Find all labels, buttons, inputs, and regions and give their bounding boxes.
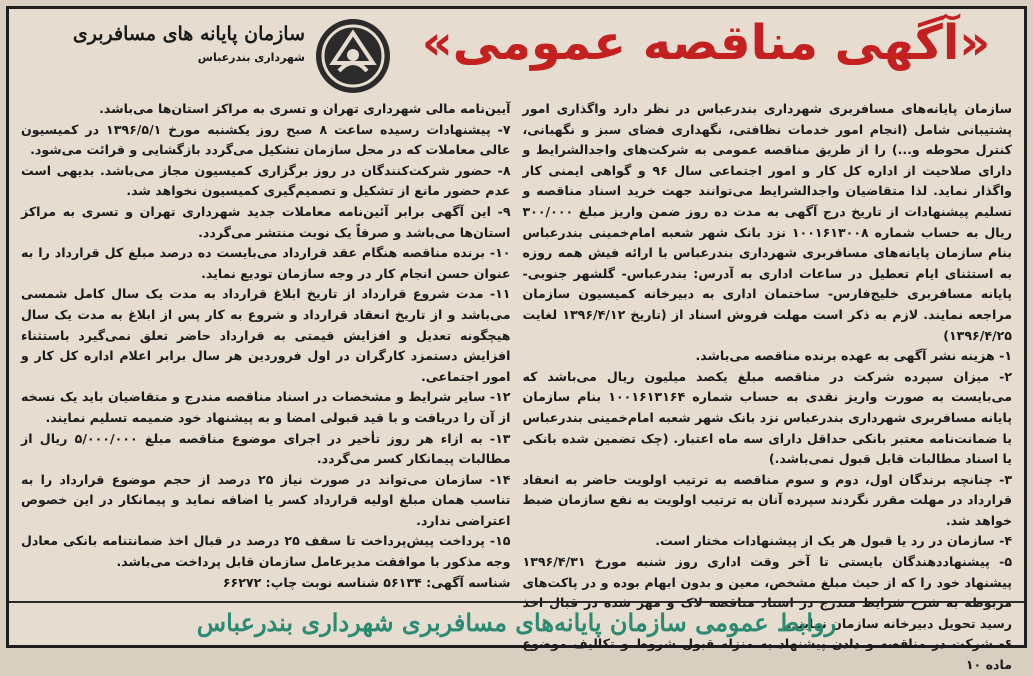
ad-identifiers: شناسه آگهی: ۵۶۱۳۴ شناسه نوبت چاپ: ۶۶۲۷۲ — [222, 574, 511, 590]
organization-subtitle: شهرداری بندرعباس — [197, 51, 305, 64]
right-column — [522, 99, 1013, 673]
paragraph: ۱۱- مدت شروع قرارداد از تاریخ ابلاغ قرارداد به مدت یک سال کامل شمسی می‌باشد و از تاریخ انعقاد قرارداد و شروع به کار پس از ابلاغ به مدت یک سال هیچگونه تعدیل و افزایش قیمتی به قرارداد حاضر تعلق نمی‌گیرد باستثناء افزایش دستمزد کارگران در اول فروردین هر سال برابر اعلام اداره کل کار و امور اجتماعی. — [21, 286, 511, 384]
left-column — [21, 99, 511, 607]
organization-block — [49, 23, 305, 64]
paragraph: ۳- چنانچه برندگان اول، دوم و سوم مناقصه به ترتیب اولویت حاضر به انعقاد قرارداد در مهلت مقرر نگردند سپرده آنان به ترتیب اولویت به نفع سازمان ضبط خواهد شد. — [522, 471, 1012, 528]
ad-footer: روابط عمومی سازمان پایانه‌های مسافربری شهرداری بندرعباس — [9, 601, 1024, 645]
paragraph: ۱۵- پرداخت پیش‌پرداخت تا سقف ۲۵ درصد در قبال اخذ ضمانتنامه بانکی معادل وجه مذکور با موافقت مدیرعامل سازمان قابل پرداخت می‌باشد. — [21, 533, 511, 570]
organization-logo-icon — [309, 15, 397, 97]
ad-header — [9, 9, 1024, 101]
paragraph: ۱۲- سایر شرایط و مشخصات در اسناد مناقصه مندرج و متقاضیان باید یک نسخه از آن را دریافت و با قید قبولی امضا و به پیشنهاد خود ضمیمه تسلیم نمایند. — [21, 389, 511, 425]
paragraph: ۹- این آگهی برابر آئین‌نامه معاملات جدید شهرداری تهران و تسری به مراکز استان‌ها می‌باشد و صرفاً یک نوبت منتشر می‌گردد. — [21, 203, 511, 240]
paragraph: ۱۳- به ازاء هر روز تأخیر در اجرای موضوع مناقصه مبلغ ۵/۰۰۰/۰۰۰ ریال از مطالبات پیمانکار کسر می‌گردد. — [21, 430, 511, 467]
newspaper-ad — [6, 6, 1027, 673]
paragraph: ۱- هزینه نشر آگهی به عهده برنده مناقصه می‌باشد. — [695, 348, 1012, 364]
paragraph: ۱۰- برنده مناقصه هنگام عقد قرارداد می‌بایست ده درصد مبلغ کل قرارداد را به عنوان حسن انجام کار در وجه سازمان تودیع نماید. — [21, 245, 511, 281]
paragraph: ۸- حضور شرکت‌کنندگان در روز برگزاری کمیسیون مجاز می‌باشد. بدیهی است عدم حضور مانع از تشکیل و تصمیم‌گیری کمیسیون نخواهد شد. — [21, 162, 511, 199]
paragraph: ۶- شرکت در مناقصه و دادن پیشنهاد به منزله قبول شروط و تکالیف موضوع ماده ۱۰ — [522, 636, 1012, 673]
paragraph: آیین‌نامه مالی شهرداری تهران و تسری به مراکز استان‌ها می‌باشد. — [99, 101, 511, 116]
paragraph: ۲- میزان سپرده شرکت در مناقصه مبلغ یکصد میلیون ریال می‌باشد که می‌بایست به صورت واریز نقدی به حساب شماره ۱۰۰۱۶۱۳۱۶۴ بنام سازمان پایانه مسافربری شهرداری بندرعباس نزد بانک شهر شعبه امام‌خمینی بندرعباس یا ضمانت‌نامه معتبر بانکی حداقل دارای سه ماه اعتبار. (چک تضمین شده بانکی یا اسناد مطالبات قابل قبول نمی‌باشد.) — [522, 368, 1012, 467]
paragraph: سازمان پایانه‌های مسافربری شهرداری بندرعباس در نظر دارد واگذاری امور پشتیبانی شامل (انجام امور خدمات نظافتی، نگهداری فضای سبز و نگهبانی، کنترل محوطه و...) را از طریق مناقصه عمومی به شرکت‌های واجدالشرایط و دارای صلاحیت از اداره کل کار و امور اجتماعی سال ۹۶ و گواهی ایمنی کار واگذار نماید. لذا متقاضیان واجدالشرایط می‌توانند جهت خرید اسناد مناقصه و تسلیم پیشنهادات از تاریخ درج آگهی به مدت ده روز ضمن واریز مبلغ ۳۰۰/۰۰۰ ریال به حساب شماره ۱۰۰۱۶۱۳۰۰۸ نزد بانک شهر شعبه امام‌خمینی بندرعباس بنام سازمان پایانه‌های مسافربری شهرداری بندرعباس با ارائه فیش همه روزه به استثنای ایام تعطیل در ساعات اداری به آدرس: بندرعباس- گلشهر جنوبی- پایانه مسافربری خلیج‌فارس- ساختمان اداری به دبیرخانه کمیسیون سازمان مراجعه نمایند. لازم به ذکر است مهلت فروش اسناد از (تاریخ ۱۳۹۶/۴/۱۲ لغایت ۱۳۹۶/۴/۲۵) — [522, 101, 1012, 343]
organization-name: سازمان پایانه های مسافربری — [72, 23, 305, 45]
ad-title: «آگهی مناقصه عمومی» — [421, 15, 991, 71]
paragraph: ۵- پیشنهاددهندگان بایستی تا آخر وقت اداری روز شنبه مورخ ۱۳۹۶/۴/۳۱ پیشنهاد خود را که از حیث مبلغ مشخص، معین و بدون ابهام بوده و در پاکت‌های مربوطه به شرح شرایط مندرج در اسناد مناقصه لاک و مهر شده در قبال اخذ رسید تحویل دبیرخانه سازمان نمایند. — [522, 554, 1012, 631]
paragraph: ۴- سازمان در رد یا قبول هر یک از پیشنهادات مختار است. — [655, 533, 1012, 549]
paragraph: ۷- پیشنهادات رسیده ساعت ۸ صبح روز یکشنبه مورخ ۱۳۹۶/۵/۱ در کمیسیون عالی معاملات که در محل سازمان تشکیل می‌گردد بازگشایی و قرائت می‌شود. — [21, 121, 511, 158]
paragraph: ۱۴- سازمان می‌تواند در صورت نیاز ۲۵ درصد از حجم موضوع قرارداد را به تناسب همان مبلغ اولیه قرارداد کسر یا اضافه نماید و پیمانکار در این خصوص اعتراضی ندارد. — [21, 471, 511, 528]
